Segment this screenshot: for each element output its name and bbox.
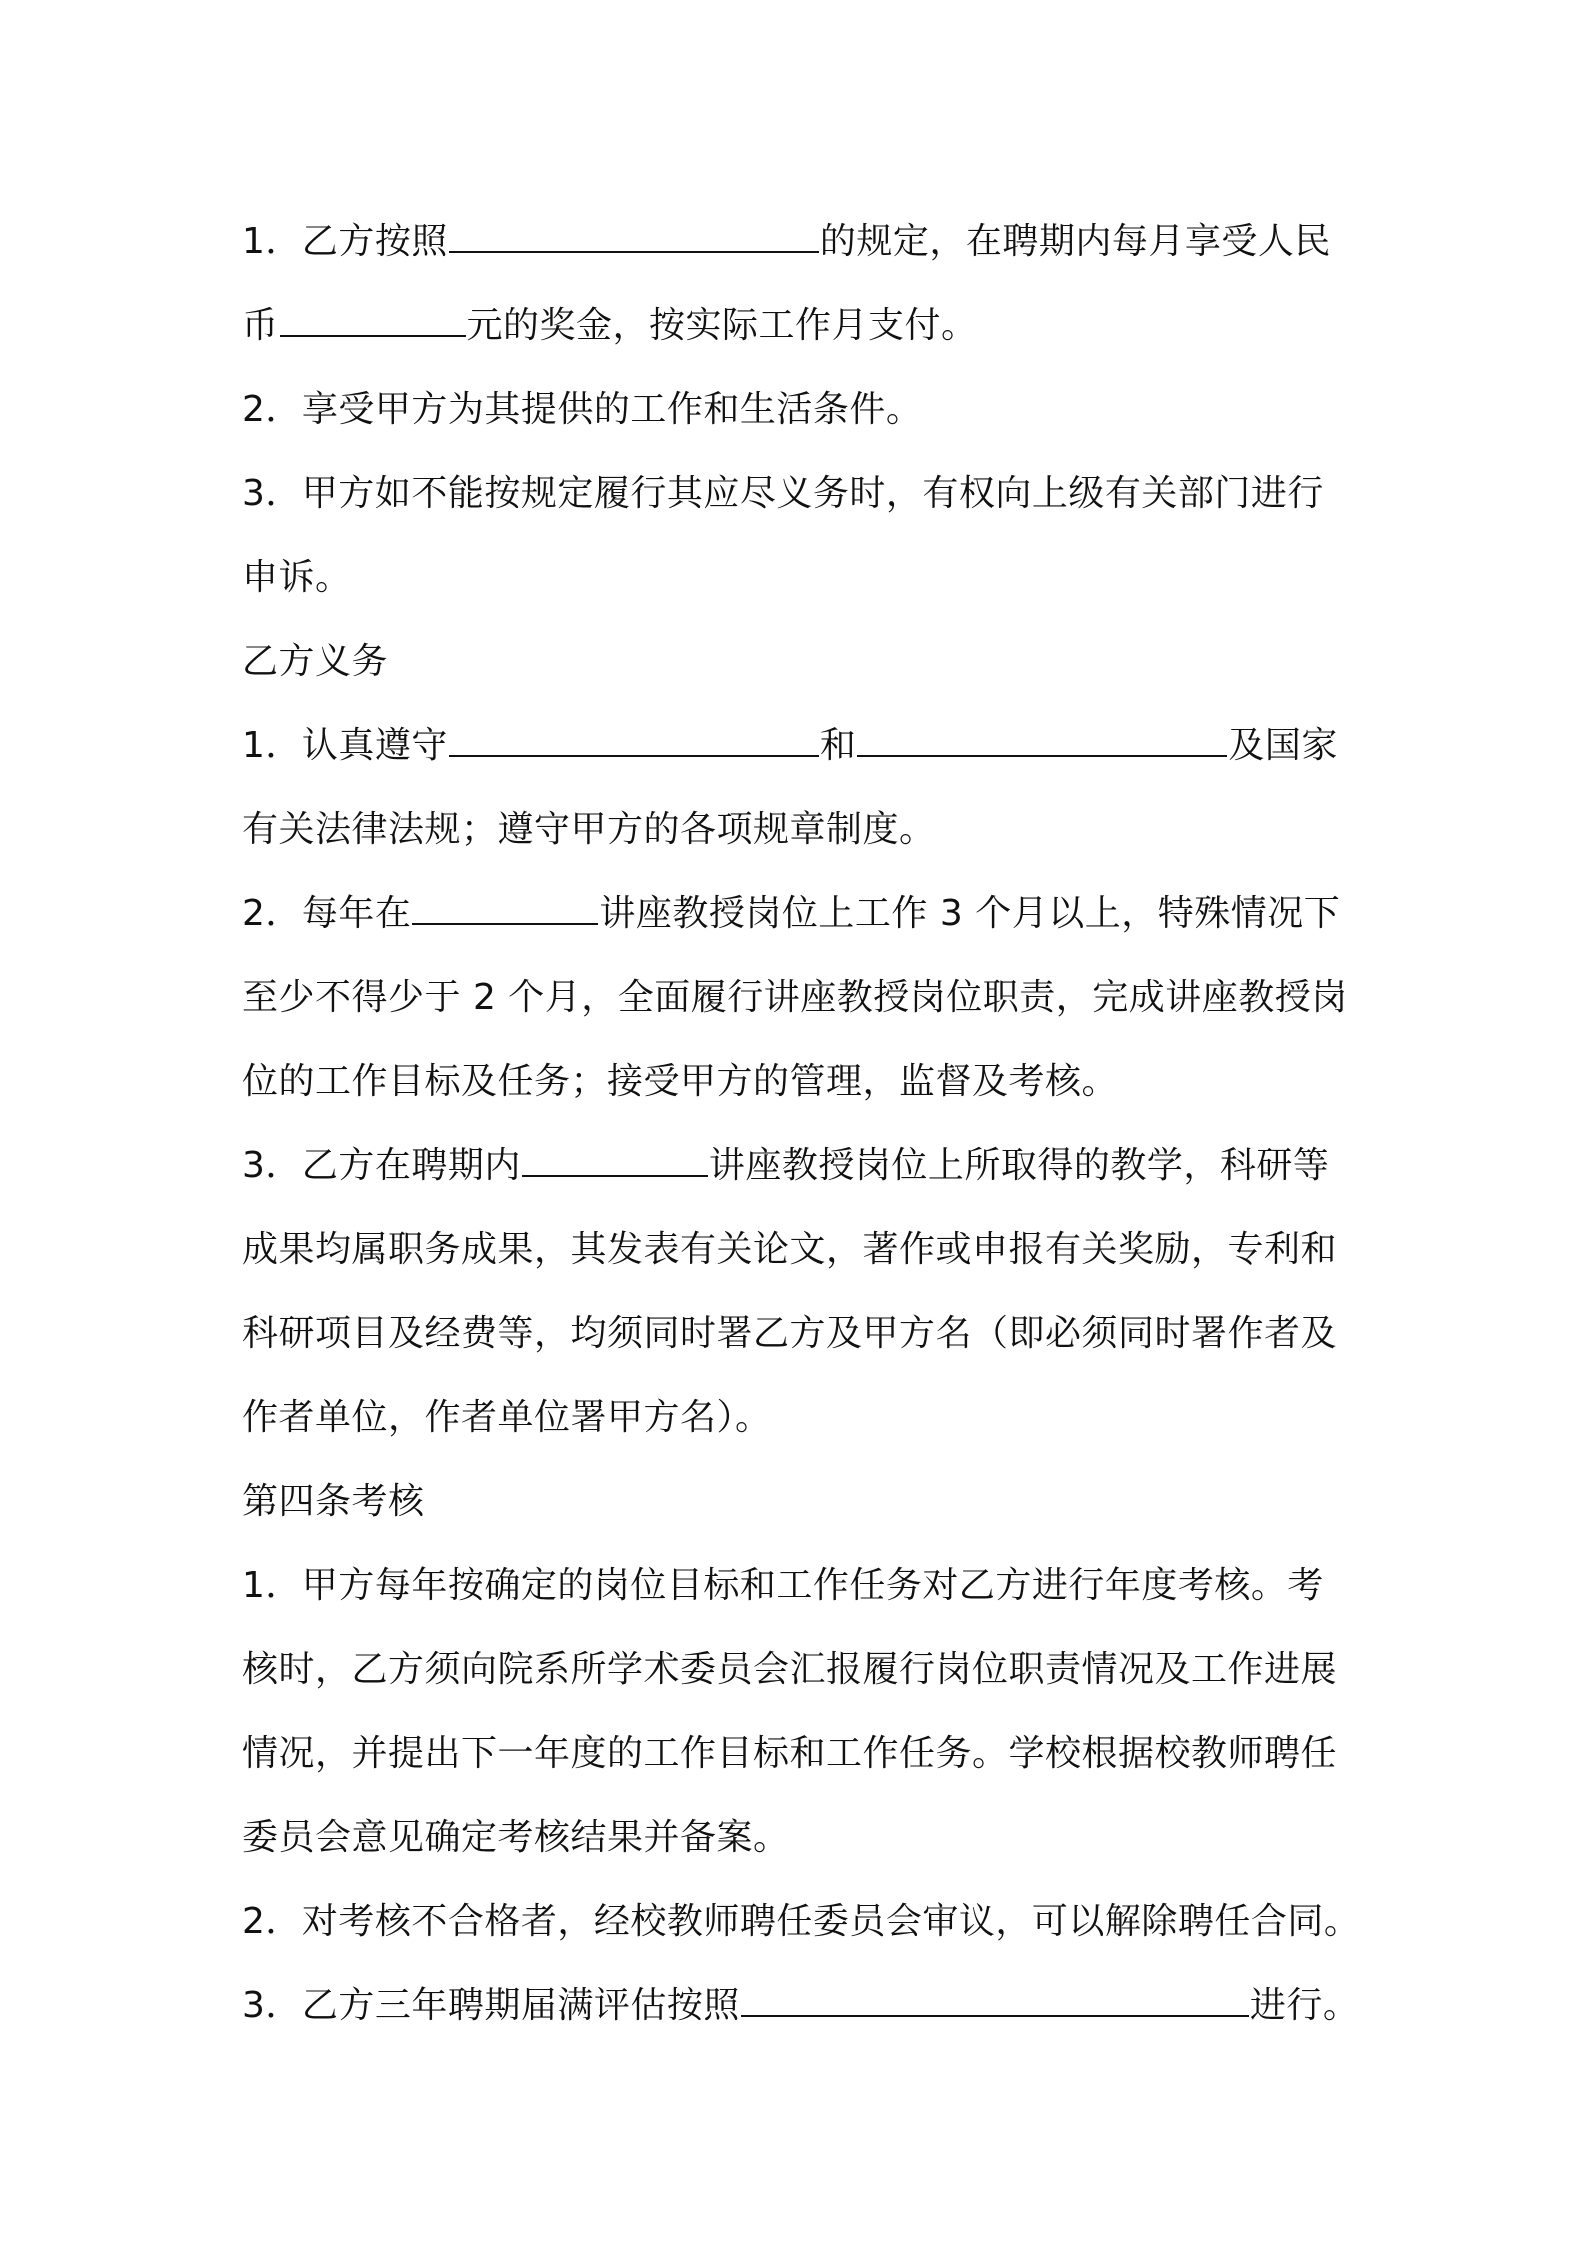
section-heading: 第四条考核 [242, 1481, 425, 1522]
paragraph-line [242, 200, 1372, 284]
paragraph-line [242, 872, 1372, 956]
text-segment: 的规定，在聘期内每月享受人民 [819, 221, 1331, 262]
blank-field[interactable] [449, 719, 819, 757]
paragraph-line: 成果均属职务成果，其发表有关论文，著作或申报有关奖励，专利和 [242, 1229, 1338, 1270]
paragraph-line: 作者单位，作者单位署甲方名）。 [242, 1397, 772, 1438]
text-segment: 2．每年在 [242, 893, 412, 934]
blank-field[interactable] [522, 1139, 708, 1177]
paragraph-line: 位的工作目标及任务；接受甲方的管理，监督及考核。 [242, 1061, 1119, 1102]
paragraph-line: 申诉。 [242, 557, 352, 598]
text-segment: 3．乙方三年聘期届满评估按照 [242, 1985, 740, 2026]
paragraph-line: 2．享受甲方为其提供的工作和生活条件。 [242, 389, 923, 430]
paragraph-line [242, 1964, 1372, 2048]
text-segment: 币 [242, 305, 279, 346]
paragraph-line: 科研项目及经费等，均须同时署乙方及甲方名（即必须同时署作者及 [242, 1313, 1338, 1354]
blank-field[interactable] [280, 299, 466, 337]
text-segment: 讲座教授岗位上工作 3 个月以上，特殊情况下 [599, 893, 1341, 934]
paragraph-line [242, 1124, 1372, 1208]
paragraph-line: 1．甲方每年按确定的岗位目标和工作任务对乙方进行年度考核。考 [242, 1565, 1324, 1606]
text-segment: 1．乙方按照 [242, 221, 448, 262]
paragraph-line: 核时，乙方须向院系所学术委员会汇报履行岗位职责情况及工作进展 [242, 1649, 1338, 1690]
text-segment: 和 [819, 725, 857, 766]
blank-field[interactable] [741, 1979, 1249, 2017]
paragraph-line: 有关法律法规；遵守甲方的各项规章制度。 [242, 809, 936, 850]
blank-field[interactable] [449, 215, 819, 253]
paragraph-line: 2．对考核不合格者，经校教师聘任委员会审议，可以解除聘任合同。 [242, 1901, 1361, 1942]
text-segment: 3．乙方在聘期内 [242, 1145, 521, 1186]
paragraph-line: 至少不得少于 2 个月，全面履行讲座教授岗位职责，完成讲座教授岗 [242, 977, 1348, 1018]
document-body [242, 200, 1372, 2048]
paragraph-line [242, 704, 1372, 788]
text-segment: 讲座教授岗位上所取得的教学，科研等 [708, 1145, 1330, 1186]
section-heading: 乙方义务 [242, 641, 389, 682]
paragraph-line [242, 284, 1372, 368]
paragraph-line: 情况，并提出下一年度的工作目标和工作任务。学校根据校教师聘任 [242, 1733, 1338, 1774]
text-segment: 元的奖金，按实际工作月支付。 [466, 305, 978, 346]
blank-field[interactable] [857, 719, 1227, 757]
blank-field[interactable] [412, 887, 598, 925]
paragraph-line: 委员会意见确定考核结果并备案。 [242, 1817, 790, 1858]
text-segment: 进行。 [1249, 1985, 1360, 2026]
text-segment: 1．认真遵守 [242, 725, 448, 766]
paragraph-line: 3．甲方如不能按规定履行其应尽义务时，有权向上级有关部门进行 [242, 473, 1324, 514]
text-segment: 及国家 [1228, 725, 1338, 766]
